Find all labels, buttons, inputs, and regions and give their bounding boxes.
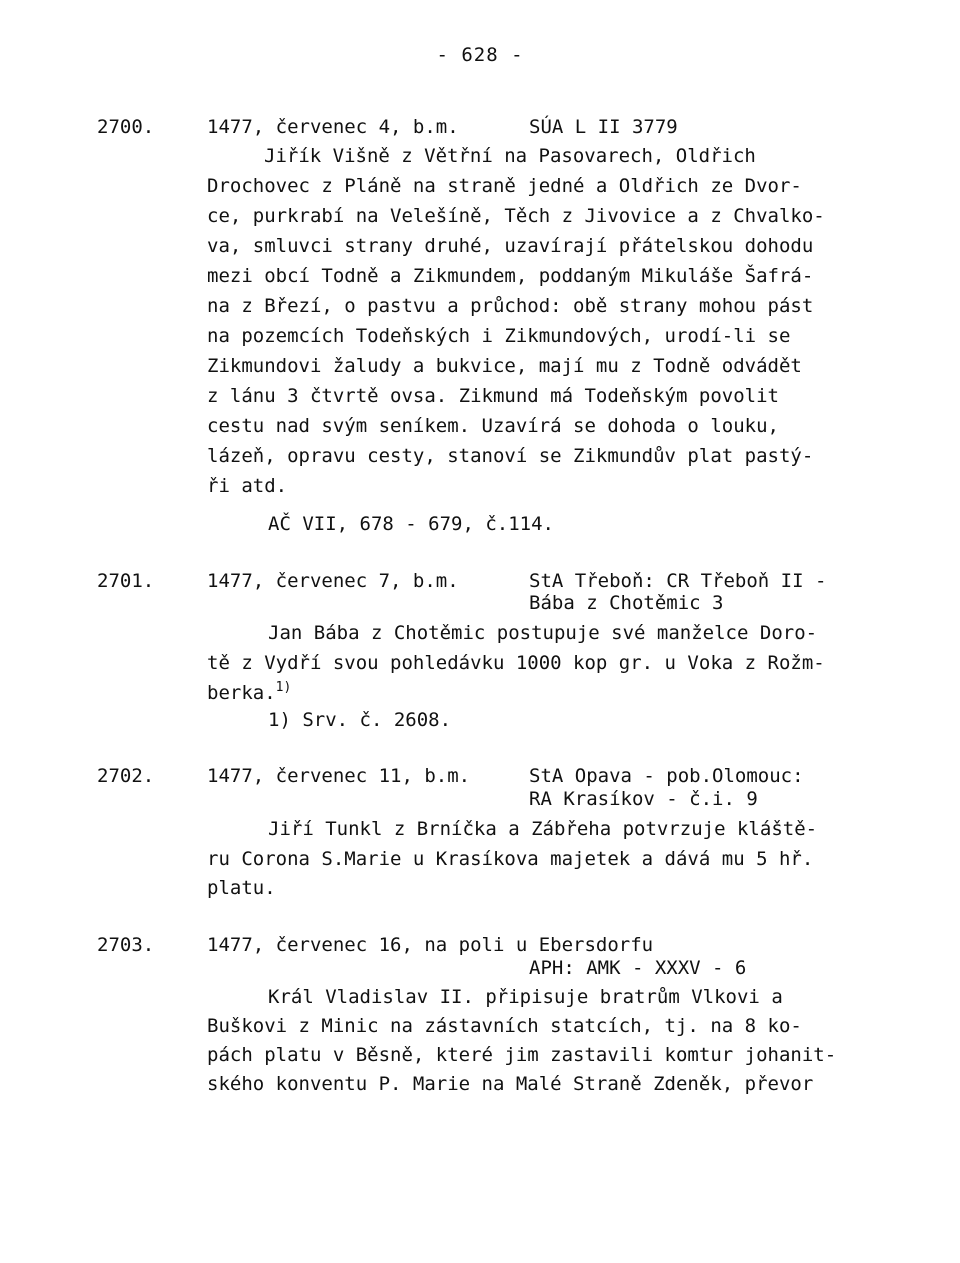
entry-date: 1477, červenec 4, b.m. (207, 116, 459, 138)
text-line: Král Vladislav II. připisuje bratrům Vlkovi a (268, 986, 783, 1008)
text-line: tě z Vydří svou pohledávku 1000 kop gr. u Voka z Rožm- (207, 652, 825, 674)
footnote-marker: 1) (275, 680, 292, 695)
entry-date: 1477, červenec 16, na poli u Ebersdorfu (207, 934, 654, 956)
entry-number: 2701. (97, 570, 155, 592)
text-line: Drochovec z Pláně na straně jedné a Oldřich ze Dvor- (207, 175, 802, 197)
entry-date: 1477, červenec 11, b.m. (207, 765, 471, 787)
text-line: z lánu 3 čtvrtě ovsa. Zikmund má Todeňským povolit (207, 385, 779, 407)
text-line: Zikmundovi žaludy a bukvice, mají mu z Todně odvádět (207, 355, 802, 377)
text-line: mezi obcí Todně a Zikmundem, poddaným Mikuláše Šafrá- (207, 265, 814, 287)
text-line: Jan Bába z Chotěmic postupuje své manželce Doro- (268, 622, 818, 644)
entry-number: 2700. (97, 116, 155, 138)
archive-reference: RA Krasíkov - č.i. 9 (529, 788, 758, 810)
text-line: na pozemcích Todeňských i Zikmundových, urodí-li se (207, 325, 791, 347)
archive-reference: SÚA L II 3779 (529, 116, 678, 138)
archive-reference: APH: AMK - XXXV - 6 (529, 957, 747, 979)
text-line: Jiří Tunkl z Brníčka a Zábřeha potvrzuje kláště- (268, 818, 818, 840)
entry-date: 1477, červenec 7, b.m. (207, 570, 459, 592)
text-line-content: berka. (207, 682, 276, 704)
page-number: - 628 - (436, 44, 524, 66)
text-line: na z Březí, o pastvu a průchod: obě strany mohou pást (207, 295, 814, 317)
text-line: ce, purkrabí na Velešíně, Těch z Jivovice a z Chvalko- (207, 205, 825, 227)
text-line: va, smluvci strany druhé, uzavírají přátelskou dohodu (207, 235, 814, 257)
entry-number: 2702. (97, 765, 155, 787)
text-line: ru Corona S.Marie u Krasíkova majetek a dává mu 5 hř. (207, 848, 814, 870)
source-citation: AČ VII, 678 - 679, č.114. (268, 513, 554, 535)
text-line: ři atd. (207, 475, 288, 497)
text-line: lázeň, opravu cesty, stanoví se Zikmundův plat pastý- (207, 445, 814, 467)
entry-number: 2703. (97, 934, 155, 956)
text-line: platu. (207, 877, 276, 899)
text-line: pách platu v Běsně, které jim zastavili komtur johanit- (207, 1044, 837, 1066)
text-line (207, 680, 291, 704)
archive-reference: StA Opava - pob.Olomouc: (529, 765, 804, 787)
text-line: cestu nad svým seníkem. Uzavírá se dohoda o louku, (207, 415, 779, 437)
text-line: ského konventu P. Marie na Malé Straně Zdeněk, převor (207, 1073, 814, 1095)
archive-reference: StA Třeboň: CR Třeboň II - (529, 570, 827, 592)
archive-reference: Bába z Chotěmic 3 (529, 592, 724, 614)
text-line: Buškovi z Minic na zástavních statcích, tj. na 8 ko- (207, 1015, 802, 1037)
text-line: Jiřík Višně z Větřní na Pasovarech, Oldřich (264, 145, 756, 167)
footnote: 1) Srv. č. 2608. (268, 709, 452, 731)
